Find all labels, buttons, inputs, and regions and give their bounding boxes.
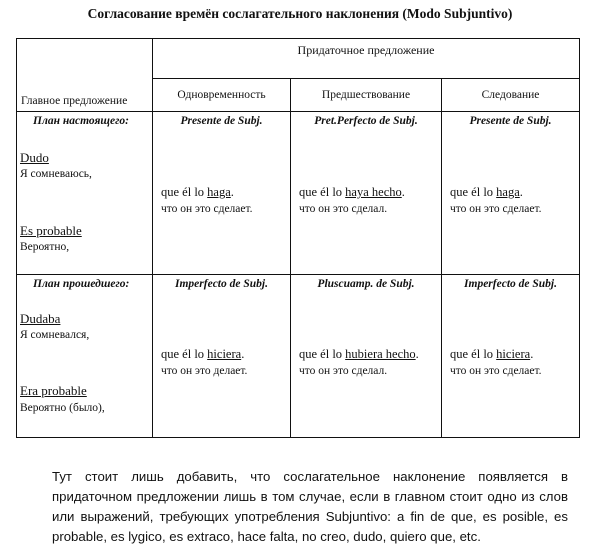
example-spanish: que él lo haga. [450,185,523,199]
subordinate-cell [442,112,580,275]
example-spanish: que él lo hubiera hecho. [299,347,419,361]
main-verb: Es probable [20,223,82,238]
example-spanish: que él lo haga. [161,185,234,199]
main-verb-translation: Я сомневался, [20,329,90,341]
tense-label: Imperfecto de Subj. [175,278,268,290]
example-translation: что он это сделает. [450,203,542,215]
plan-label: План прошедшего: [33,278,130,290]
tense-label: Pret.Perfecto de Subj. [314,115,418,127]
main-verb-translation: Вероятно, [20,241,70,253]
main-verb: Era probable [20,383,87,398]
subordinate-cell [153,275,291,438]
main-verb: Dudaba [20,311,61,326]
subordinate-clause-header: Придаточное предложение [153,39,580,79]
example-translation: что он это делает. [161,365,248,377]
explanatory-note: Тут стоит лишь добавить, что сослагательное наклонение появляется в придаточном предложении лишь в том случае, если в главном стоит одно из слов или выражений, требующих употребления Subjuntivo: a fin de que, es posible, es probable, es lygico, es extraco, hace falta, no creo, dudo, quiero que, etc. [52,469,568,544]
plan-label: План настоящего: [33,115,129,127]
example-translation: что он это сделает. [161,203,253,215]
main-verb-translation: Вероятно (было), [20,402,105,414]
tense-label: Presente de Subj. [469,115,552,127]
subordinate-cell [442,275,580,438]
tense-label: Pluscuamp. de Subj. [317,278,415,290]
tense-label: Imperfecto de Subj. [464,278,557,290]
main-clause-cell [17,112,153,275]
example-translation: что он это сделал. [299,365,388,377]
main-verb-translation: Я сомневаюсь, [20,168,92,180]
main-clause-header: Главное предложение [17,39,153,112]
column-header-simultaneity: Одновременность [153,79,291,112]
main-clause-cell [17,275,153,438]
subordinate-cell [291,112,442,275]
table-row [17,112,580,275]
subordinate-cell [291,275,442,438]
page-title: Согласование времён сослагательного наклонения (Modo Subjuntivo) [87,6,513,21]
column-header-posteriority: Следование [442,79,580,112]
example-spanish: que él lo hiciera. [450,347,534,361]
example-spanish: que él lo hiciera. [161,347,245,361]
example-spanish: que él lo haya hecho. [299,185,405,199]
table-row [17,275,580,438]
subordinate-cell [153,112,291,275]
example-translation: что он это сделает. [450,365,542,377]
main-verb: Dudo [20,150,49,165]
example-translation: что он это сделал. [299,203,388,215]
tense-label: Presente de Subj. [180,115,263,127]
sequence-of-tenses-table [16,38,580,438]
column-header-anteriority: Предшествование [291,79,442,112]
